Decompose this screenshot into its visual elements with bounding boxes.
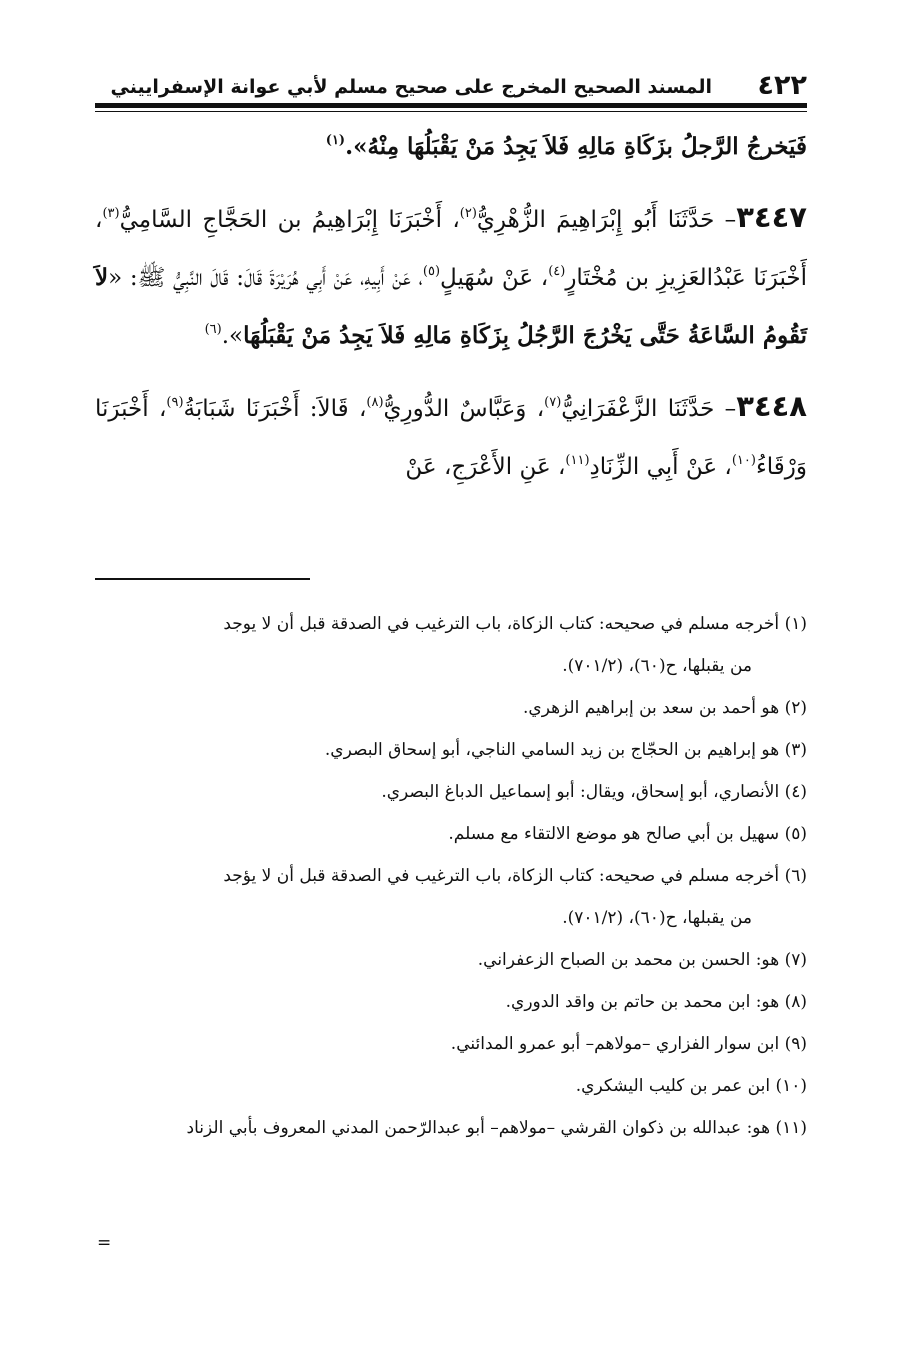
- footnote-text: من يقبلها، ح(٦٠)، (٧٠١/٢).: [562, 908, 752, 928]
- hadith-text: ، أَخْبَرَنَا وَرْقَاءُ: [95, 396, 807, 480]
- hadith-text: ، أَخْبَرَنَا عَبْدُالعَزِيزِ بن مُخْتَارٍ: [95, 207, 807, 291]
- footnote-7: [95, 939, 807, 981]
- hadith-text: ، عَنْ سُهَيلٍ: [440, 265, 549, 291]
- hadith-matn: لاَ تَقُومُ السَّاعَةُ حَتَّى يَخْرُجَ الرَّجُلُ بِزَكَاةِ مَالِهِ فَلاَ يَجِدُ مَنْ يَقْبَلُهَا: [95, 264, 807, 349]
- footnote-9: [95, 1023, 807, 1065]
- footnote-ref: (١١): [565, 453, 590, 468]
- footnote-ref: (١٠): [731, 453, 756, 468]
- footnote-number: (٩): [784, 1034, 807, 1054]
- hadith-text: ، عَنِ الأَعْرَجِ، عَنْ: [405, 454, 566, 480]
- hadith-text: ، عَنْ أَبِي الزِّنَادِ: [589, 454, 732, 480]
- footnote-text: هو: الحسن بن محمد بن الصباح الزعفراني.: [477, 950, 780, 970]
- hadith-text: – حَدَّثَنَا أَبُو إِبْرَاهِيمَ الزُّهْرِيُّ: [476, 207, 737, 233]
- hadith-number: ٣٤٤٧: [736, 200, 807, 234]
- footnote-1-cont: [95, 645, 807, 687]
- footnote-text: أخرجه مسلم في صحيحه: كتاب الزكاة، باب الترغيب في الصدقة قبل أن لا يوجد: [223, 614, 780, 634]
- lead-line-text: فَيَخرجُ الرَّجلُ بزَكَاةِ مَالِهِ فَلاَ يَجِدُ مَنْ يَقْبَلُهَا مِنْهُ».: [345, 133, 807, 160]
- footnote-text: هو: ابن محمد بن حاتم بن واقد الدوري.: [505, 992, 780, 1012]
- footnote-separator: [95, 578, 310, 580]
- footnote-number: (٣): [784, 740, 807, 760]
- footnote-ref: (٢): [459, 206, 477, 221]
- footnote-11: [95, 1107, 807, 1149]
- footnote-ref: (٤): [548, 264, 566, 279]
- footnote-number: (١): [784, 614, 807, 634]
- footnote-2: [95, 687, 807, 729]
- footnote-8: [95, 981, 807, 1023]
- header-rule-thin: [95, 111, 807, 112]
- main-text: [95, 118, 807, 496]
- hadith-number: ٣٤٤٨: [736, 389, 807, 423]
- footnote-ref: (٥): [422, 264, 441, 279]
- footnote-number: (١٠): [775, 1076, 807, 1096]
- footnote-5: [95, 813, 807, 855]
- footnote-text: الأنصاري، أبو إسحاق، ويقال: أبو إسماعيل الدباغ البصري.: [381, 782, 780, 802]
- footnote-number: (٨): [784, 992, 807, 1012]
- hadith-3448: [95, 377, 807, 496]
- hadith-text: ، أَخْبَرَنَا إِبْرَاهِيمُ بن الحَجَّاجِ السَّامِيُّ: [119, 207, 460, 233]
- footnote-number: (٢): [784, 698, 807, 718]
- continuation-mark: =: [97, 1233, 112, 1253]
- hadith-text: ، عَنْ أَبِيهِ، عَنْ أَبِي هُرَيْرَةَ قَالَ: قَالَ النَّبِيُّ ﷺ: «: [108, 265, 423, 291]
- footnote-number: (١١): [775, 1118, 807, 1138]
- hadith-text: ».: [221, 323, 244, 349]
- footnote-10: [95, 1065, 807, 1107]
- page-header: [95, 66, 807, 108]
- footnote-ref: (٨): [366, 395, 384, 410]
- hadith-3447: [95, 188, 807, 365]
- footnote-6-cont: [95, 897, 807, 939]
- footnote-3: [95, 729, 807, 771]
- page-number: ٤٢٢: [757, 70, 807, 101]
- footnotes: [95, 603, 807, 1149]
- footnote-text: ابن عمر بن كليب اليشكري.: [575, 1076, 771, 1096]
- running-title: المسند الصحيح المخرج على صحيح مسلم لأبي عوانة الإسفراييني: [110, 76, 712, 98]
- footnote-4: [95, 771, 807, 813]
- footnote-ref: (١): [325, 133, 346, 148]
- footnote-ref: (٦): [204, 322, 222, 337]
- footnote-text: هو إبراهيم بن الحجّاج بن زيد السامي الناجي، أبو إسحاق البصري.: [324, 740, 780, 760]
- footnote-6: [95, 855, 807, 897]
- hadith-text: – حَدَّثَنَا الزَّعْفَرَانِيُّ: [561, 396, 737, 422]
- footnote-ref: (٣): [102, 206, 120, 221]
- footnote-text: من يقبلها، ح(٦٠)، (٧٠١/٢).: [562, 656, 752, 676]
- footnote-ref: (٩): [166, 395, 184, 410]
- footnote-text: سهيل بن أبي صالح هو موضع الالتقاء مع مسلم.: [448, 824, 780, 844]
- lead-line: [95, 118, 807, 176]
- header-rule: [95, 103, 807, 108]
- footnote-text: هو أحمد بن سعد بن إبراهيم الزهري.: [523, 698, 780, 718]
- footnote-1: [95, 603, 807, 645]
- footnote-number: (٦): [784, 866, 807, 886]
- footnote-number: (٥): [784, 824, 807, 844]
- footnote-number: (٤): [784, 782, 807, 802]
- footnote-text: ابن سوار الفزاري –مولاهم– أبو عمرو المدائني.: [450, 1034, 780, 1054]
- footnote-text: أخرجه مسلم في صحيحه: كتاب الزكاة، باب الترغيب في الصدقة قبل أن لا يؤجد: [223, 866, 780, 886]
- footnote-ref: (٧): [544, 395, 562, 410]
- footnote-text: هو: عبدالله بن ذكوان القرشي –مولاهم– أبو عبدالرّحمن المدني المعروف بأبي الزناد: [186, 1118, 771, 1138]
- hadith-text: ، وَعَبَّاسٌ الدُّورِيُّ: [383, 396, 545, 422]
- footnote-number: (٧): [784, 950, 807, 970]
- hadith-text: ، قَالاَ: أَخْبَرَنَا شَبَابَةُ: [183, 396, 367, 422]
